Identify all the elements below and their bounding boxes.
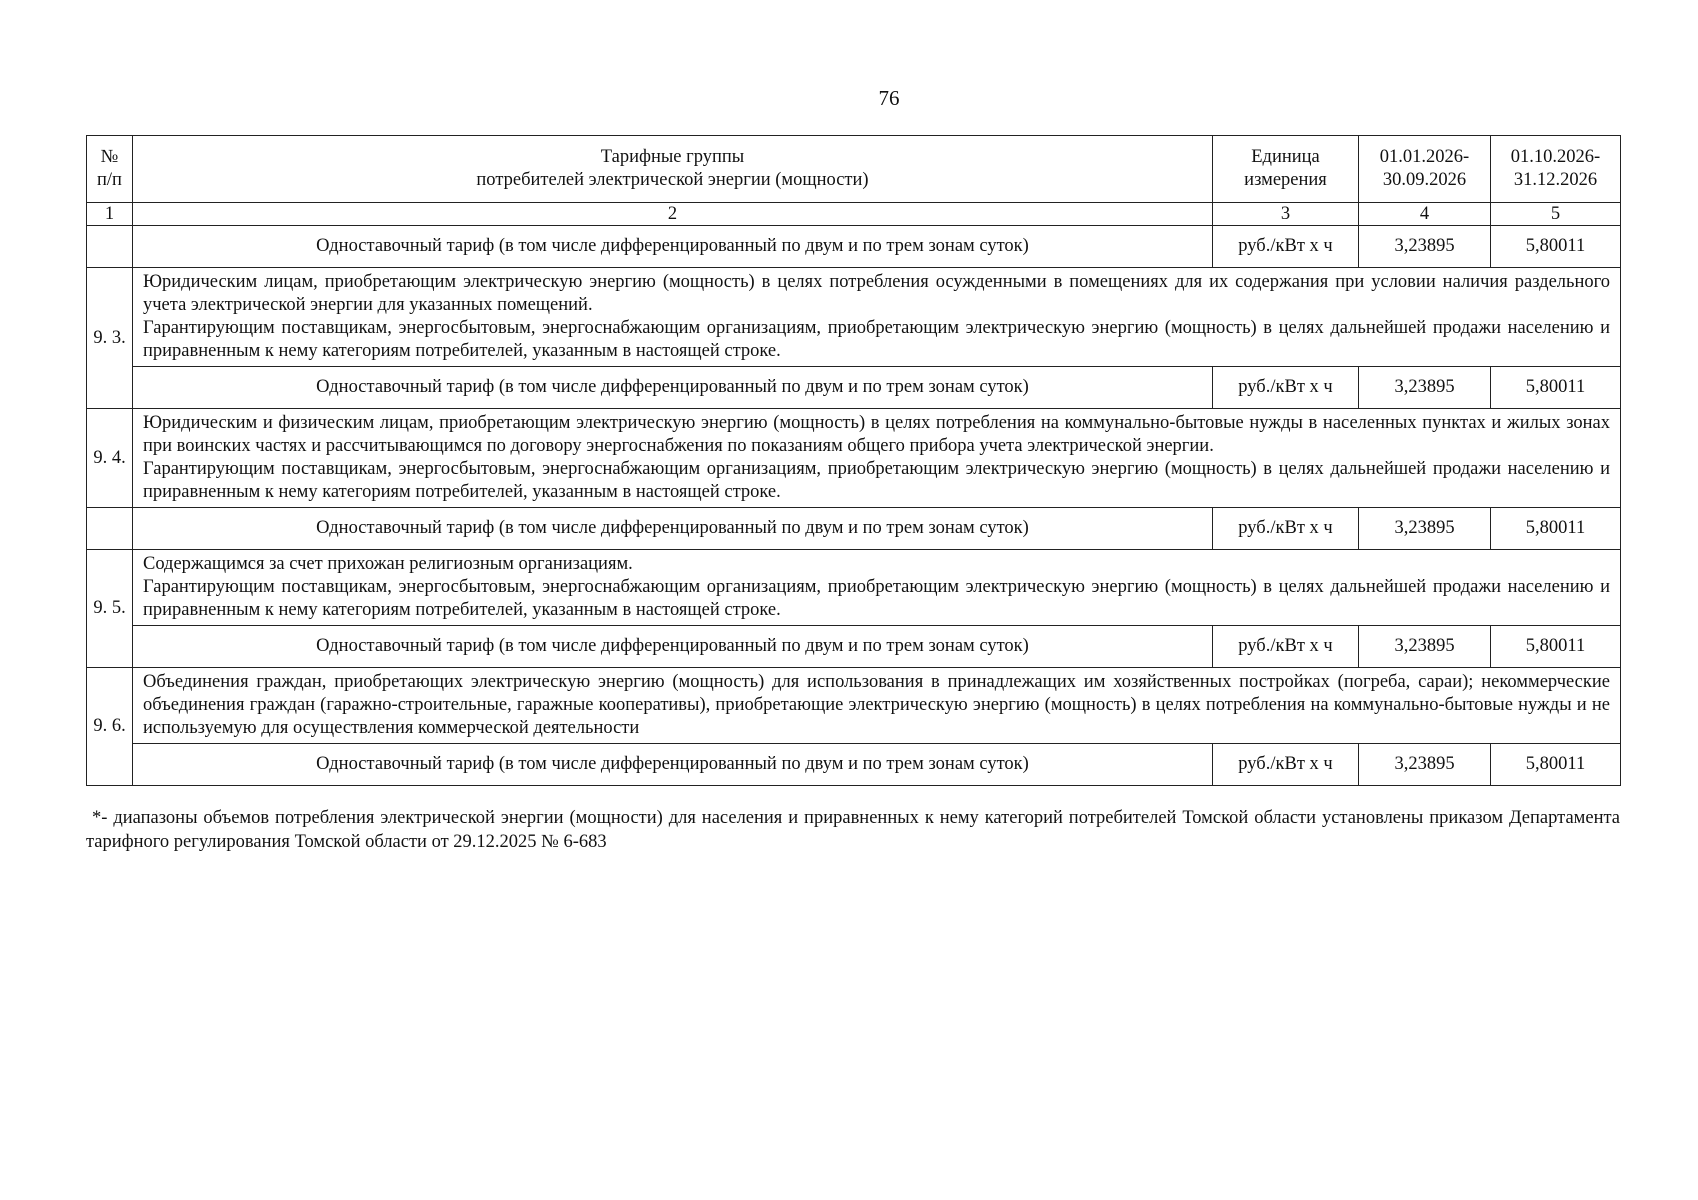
table-row [87,508,1621,550]
section-description [133,268,1621,367]
tariff-value-period1: 3,23895 [1359,626,1491,668]
header-group-line1: Тарифные группы [600,147,745,167]
description-text: Объединения граждан, приобретающих электрическую энергию (мощность) для использования в принадлежащих им хозяйственных постройках (погреба, сараи); некоммерческие объединения граждан (гаражно-строительные, гаражные кооперативы), приобретающие электрическую энергию (мощность) в целях потребления на коммунально-бытовые нужды и не используемую для осуществления коммерческой деятельности [143,672,1610,738]
tariff-value-period1: 3,23895 [1359,226,1491,268]
column-index: 5 [1491,203,1621,226]
table-row [87,668,1621,744]
tariff-value-period1: 3,23895 [1359,367,1491,409]
description-text: Юридическим лицам, приобретающим электрическую энергию (мощность) в целях потребления осужденными в помещениях для их содержания при условии наличия раздельного учета электрической энергии для указанных помещений. [143,272,1610,315]
footnote-text: *- диапазоны объемов потребления электрической энергии (мощности) для населения и приравненных к нему категорий потребителей Томской области установлены приказом Департамента тарифного регулирования Томской области от 29.12.2025 № 6-683 [86,808,1620,852]
tariff-unit: руб./кВт х ч [1213,367,1359,409]
description-text: Содержащимся за счет прихожан религиозным организациям. [143,554,633,574]
tariff-name: Одноставочный тариф (в том числе дифференцированный по двум и по трем зонам суток) [133,367,1213,409]
tariff-unit: руб./кВт х ч [1213,226,1359,268]
tariff-value-period2: 5,80011 [1491,744,1621,786]
section-description [133,668,1621,744]
table-row [87,367,1621,409]
header-num: № п/п [87,136,133,203]
table-row [87,744,1621,786]
header-period1: 01.01.2026- 30.09.2026 [1359,136,1491,203]
empty-cell [87,508,133,550]
table-row [87,409,1621,508]
tariff-value-period1: 3,23895 [1359,744,1491,786]
row-number: 9. 3. [87,268,133,409]
table-row [87,268,1621,367]
table-row [87,550,1621,626]
section-description [133,409,1621,508]
description-text: Гарантирующим поставщикам, энергосбытовым, энергоснабжающим организациям, приобретающим электрическую энергию (мощность) в целях дальнейшей продажи населению и приравненным к нему категориям потребителей, указанным в настоящей строке. [143,459,1610,502]
tariff-name: Одноставочный тариф (в том числе дифференцированный по двум и по трем зонам суток) [133,744,1213,786]
page-number: 76 [878,86,900,110]
tariff-value-period1: 3,23895 [1359,508,1491,550]
tariff-unit: руб./кВт х ч [1213,508,1359,550]
tariff-name: Одноставочный тариф (в том числе дифференцированный по двум и по трем зонам суток) [133,226,1213,268]
tariff-name: Одноставочный тариф (в том числе дифференцированный по двум и по трем зонам суток) [133,508,1213,550]
column-index: 3 [1213,203,1359,226]
description-text: Юридическим и физическим лицам, приобретающим электрическую энергию (мощность) в целях потребления на коммунально-бытовые нужды в населенных пунктах и жилых зонах при воинских частях и рассчитывающимся по договору энергоснабжения по показаниям общего прибора учета электрической энергии. [143,413,1610,456]
section-description [133,550,1621,626]
tariff-unit: руб./кВт х ч [1213,626,1359,668]
description-text: Гарантирующим поставщикам, энергосбытовым, энергоснабжающим организациям, приобретающим электрическую энергию (мощность) в целях дальнейшей продажи населению и приравненным к нему категориям потребителей, указанным в настоящей строке. [143,318,1610,361]
column-index: 1 [87,203,133,226]
tariff-value-period2: 5,80011 [1491,367,1621,409]
column-index: 2 [133,203,1213,226]
column-index: 4 [1359,203,1491,226]
table-row [87,226,1621,268]
table-row [87,626,1621,668]
tariff-value-period2: 5,80011 [1491,226,1621,268]
header-group-line2: потребителей электрической энергии (мощности) [476,170,869,190]
header-unit: Единица измерения [1213,136,1359,203]
tariff-value-period2: 5,80011 [1491,626,1621,668]
tariff-table [86,135,1621,786]
column-index-row [87,203,1621,226]
row-number: 9. 5. [87,550,133,668]
tariff-unit: руб./кВт х ч [1213,744,1359,786]
row-number: 9. 6. [87,668,133,786]
footnote [86,806,1620,854]
description-text: Гарантирующим поставщикам, энергосбытовым, энергоснабжающим организациям, приобретающим электрическую энергию (мощность) в целях дальнейшей продажи населению и приравненным к нему категориям потребителей, указанным в настоящей строке. [143,577,1610,620]
tariff-name: Одноставочный тариф (в том числе дифференцированный по двум и по трем зонам суток) [133,626,1213,668]
tariff-value-period2: 5,80011 [1491,508,1621,550]
header-period2: 01.10.2026- 31.12.2026 [1491,136,1621,203]
row-number: 9. 4. [87,409,133,508]
table-header-row [87,136,1621,203]
empty-cell [87,226,133,268]
header-group [133,136,1213,203]
